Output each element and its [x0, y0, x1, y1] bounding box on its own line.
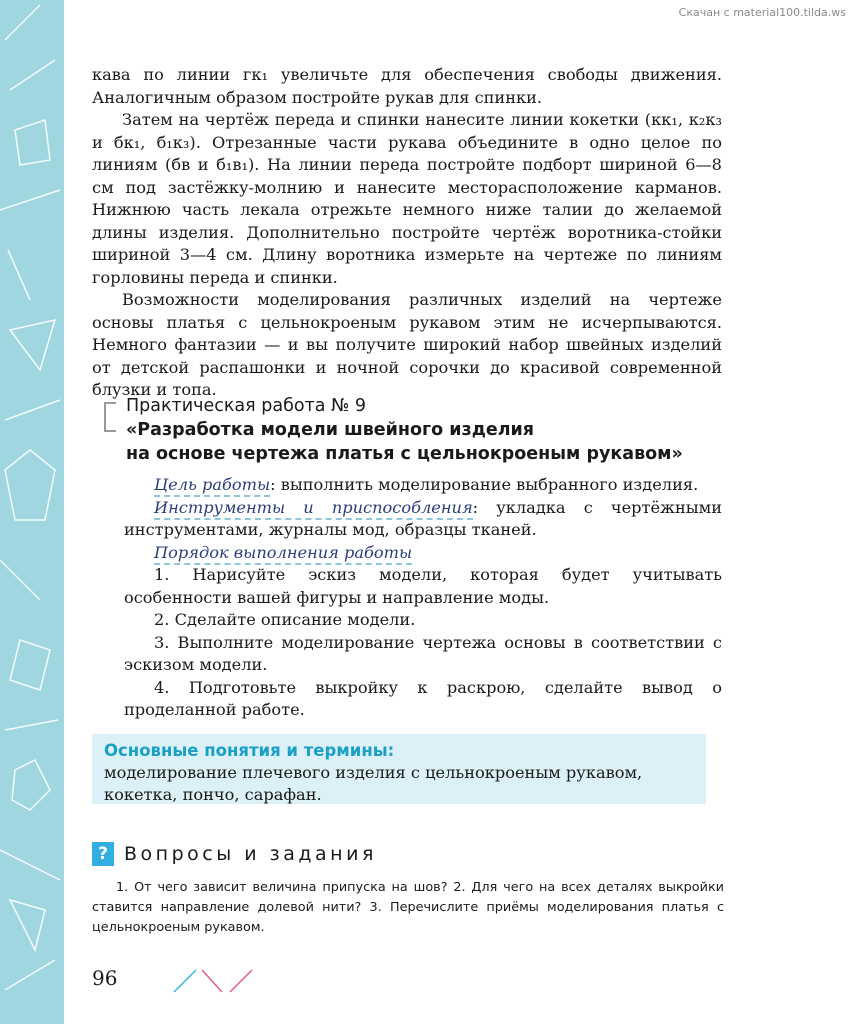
- goal-text: : выполнить моделирование выбранного изделия.: [270, 475, 699, 494]
- step-1: 1. Нарисуйте эскиз модели, которая будет учитывать особенности вашей фигуры и направление моды.: [124, 565, 722, 607]
- terms-text: моделирование плечевого изделия с цельнокроеным рукавом, кокетка, пончо, сарафан.: [104, 763, 643, 804]
- decorative-lines-icon: [172, 968, 262, 994]
- questions-title: Вопросы и задания: [124, 843, 377, 865]
- page-number: 96: [92, 966, 118, 990]
- paragraph-1: кава по линии гк₁ увеличьте для обеспечения свободы движения. Аналогичным образом постройте рукав для спинки.: [92, 65, 722, 107]
- question-mark-icon: ?: [92, 842, 114, 866]
- questions-list: 1. От чего зависит величина припуска на шов? 2. Для чего на всех деталях выкройки ставится направление долевой нити? 3. Перечислите приёмы моделирования платья с цельнокроеным рукавом.: [92, 880, 724, 935]
- geometric-pattern-icon: [0, 0, 64, 1024]
- tools-text: : укладка с чертёжными инструментами, журналы мод, образцы тканей.: [124, 497, 723, 539]
- terms-box: [92, 734, 706, 804]
- step-2: 2. Сделайте описание модели.: [154, 610, 416, 629]
- paragraph-3: Возможности моделирования различных изделий на чертеже основы платья с цельнокроеным рукавом этим не исчерпываются. Немного фантазии — и вы получите широкий набор швейных изделий от детской распашонки и ночной сорочки до красивой современной блузки и топа.: [92, 290, 722, 399]
- paragraph-2: Затем на чертёж переда и спинки нанесите линии кокетки (кк₁, к₂к₃ и бк₁, б₁к₃). Отрезанные части рукава объедините в одно целое по линиям (бв и б₁в₁). На линии переда постройте подборт шириной 6—8 см под застёжку-молнию и нанесите месторасположение карманов. Нижнюю часть лекала отрежьте немного ниже талии до желаемой длины изделия. Дополнительно постройте чертёж воротника-стойки шириной 3—4 см. Длину воротника измерьте на чертеже по линиям горловины переда и спинки.: [92, 110, 722, 287]
- step-3: 3. Выполните моделирование чертежа основы в соответствии с эскизом модели.: [124, 632, 722, 674]
- download-note: Скачан с material100.tilda.ws: [678, 6, 846, 19]
- main-text: [92, 64, 722, 402]
- decorative-side-strip: [0, 0, 64, 1024]
- order-label: Порядок выполнения работы: [154, 543, 412, 565]
- goal-label: Цель работы: [154, 475, 270, 497]
- questions-header: [92, 842, 377, 868]
- step-4: 4. Подготовьте выкройку к раскрою, сделайте вывод о проделанной работе.: [124, 677, 722, 719]
- practical-work-header: [104, 394, 724, 466]
- practical-work-name-1: «Разработка модели швейного изделия: [126, 420, 535, 440]
- terms-title: Основные понятия и термины:: [104, 741, 395, 760]
- tools-label: Инструменты и приспособления: [154, 498, 473, 520]
- bracket-decoration: [104, 402, 116, 432]
- practical-work-number: Практическая работа № 9: [126, 396, 366, 416]
- practical-work-title: [126, 394, 724, 466]
- questions-text: [92, 878, 724, 938]
- practical-work-name-2: на основе чертежа платья с цельнокроеным рукавом»: [126, 444, 683, 464]
- practical-work-body: [124, 474, 722, 722]
